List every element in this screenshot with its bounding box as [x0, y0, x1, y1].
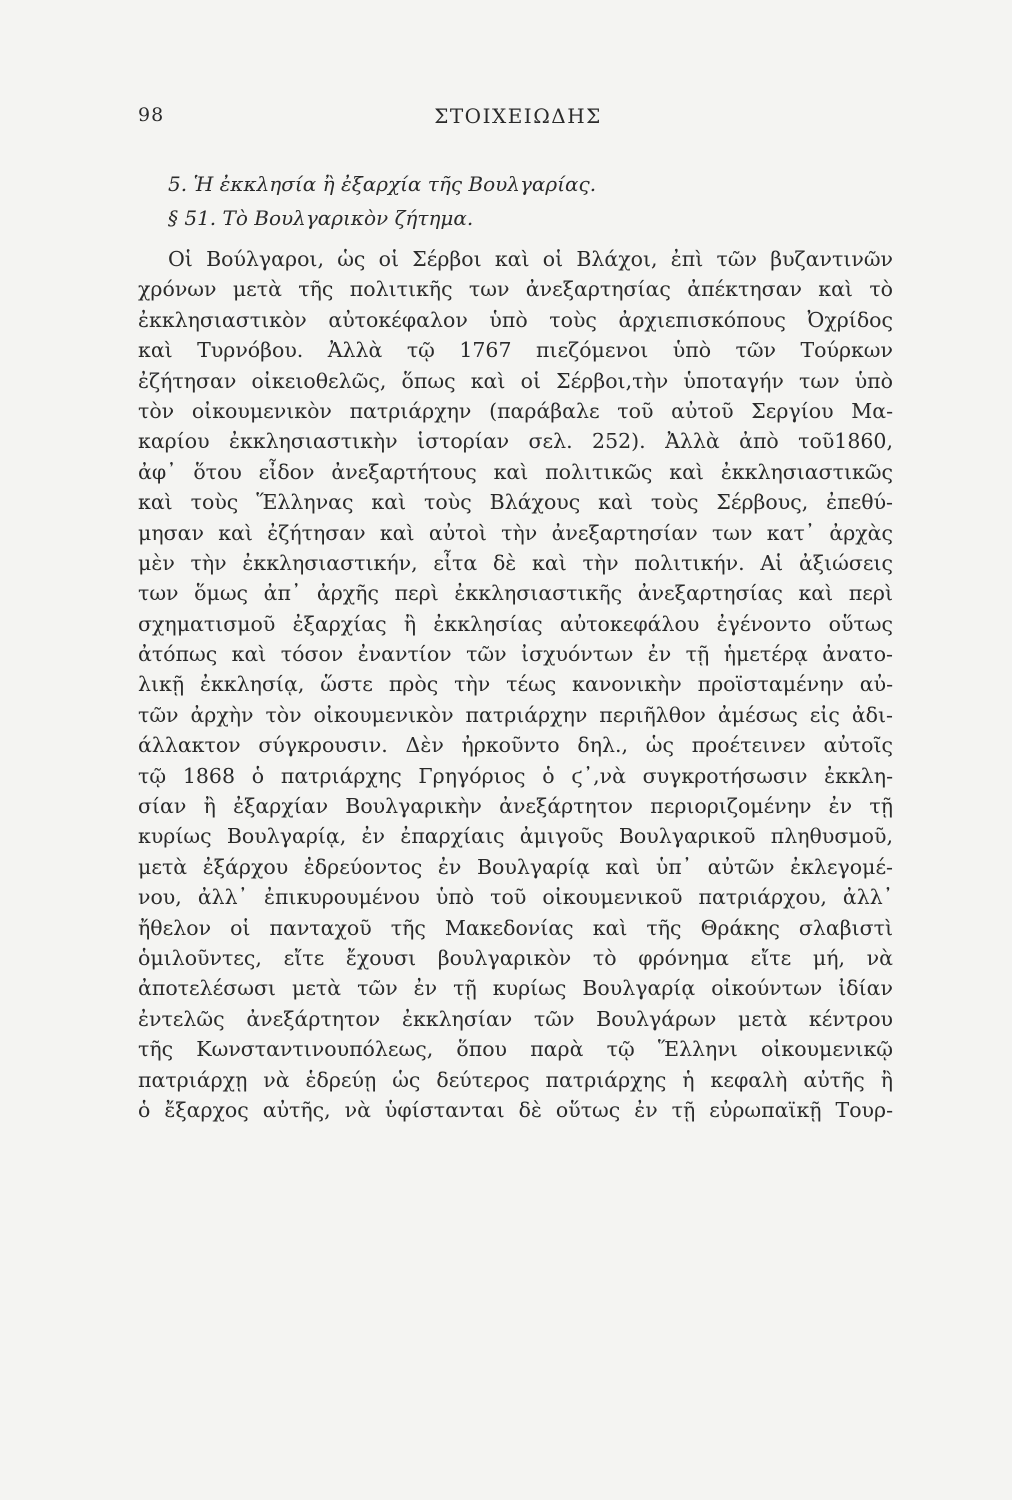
text-line: σίαν ἢ ἐξαρχίαν Βουλγαρικὴν ἀνεξάρτητον περιοριζομένην ἐν τῇ	[138, 794, 893, 819]
text-line: καὶ τοὺς Ἕλληνας καὶ τοὺς Βλάχους καὶ τοὺς Σέρβους, ἐπεθύ-	[138, 490, 893, 515]
body-text	[138, 244, 893, 1125]
subsection-heading: § 51. Τὸ Βουλγαρικὸν ζήτημα.	[168, 206, 474, 230]
text-line: ἐντελῶς ἀνεξάρτητον ἐκκλησίαν τῶν Βουλγάρων μετὰ κέντρου	[138, 1006, 893, 1031]
running-title: ΣΤΟΙΧΕΙΩΔΗΣ	[434, 104, 602, 128]
text-line: ἀφ᾽ ὅτου εἶδον ἀνεξαρτήτους καὶ πολιτικῶς καὶ ἐκκλησιαστικῶς	[138, 459, 893, 484]
text-line: χρόνων μετὰ τῆς πολιτικῆς των ἀνεξαρτησίας ἀπέκτησαν καὶ τὸ	[138, 277, 893, 302]
text-line: τῆς Κωνσταντινουπόλεως, ὅπου παρὰ τῷ Ἕλληνι οἰκουμενικῷ	[138, 1037, 893, 1062]
text-line: κυρίως Βουλγαρίᾳ, ἐν ἐπαρχίαις ἀμιγοῦς Βουλγαρικοῦ πληθυσμοῦ,	[138, 824, 893, 849]
text-line: ἐκκλησιαστικὸν αὐτοκέφαλον ὑπὸ τοὺς ἀρχιεπισκόπους Ὀχρίδος	[138, 307, 893, 332]
text-line: ἀποτελέσωσι μετὰ τῶν ἐν τῇ κυρίως Βουλγαρίᾳ οἰκούντων ἰδίαν	[138, 976, 893, 1001]
text-line: λικῇ ἐκκλησίᾳ, ὥστε πρὸς τὴν τέως κανονικὴν προϊσταμένην αὐ-	[138, 672, 893, 697]
page-number: 98	[138, 104, 165, 126]
text-line: μὲν τὴν ἐκκλησιαστικήν, εἶτα δὲ καὶ τὴν πολιτικήν. Αἱ ἀξιώσεις	[138, 550, 893, 575]
text-line: νου, ἀλλ᾽ ἐπικυρουμένου ὑπὸ τοῦ οἰκουμενικοῦ πατριάρχου, ἀλλ᾽	[138, 885, 893, 910]
text-line: τῶν ἀρχὴν τὸν οἰκουμενικὸν πατριάρχην περιῆλθον ἀμέσως εἰς ἀδι-	[138, 702, 893, 727]
text-line: των ὅμως ἀπ᾽ ἀρχῆς περὶ ἐκκλησιαστικῆς ἀνεξαρτησίας καὶ περὶ	[138, 581, 893, 606]
text-line: Οἱ Βούλγαροι, ὡς οἱ Σέρβοι καὶ οἱ Βλάχοι, ἐπὶ τῶν βυζαντινῶν	[168, 247, 893, 271]
text-line: άλλακτον σύγκρουσιν. Δὲν ἠρκοῦντο δηλ., ὡς προέτεινεν αὐτοῖς	[138, 733, 893, 758]
text-line: σχηματισμοῦ ἐξαρχίας ἢ ἐκκλησίας αὐτοκεφάλου ἐγένοντο οὕτως	[138, 611, 893, 636]
text-line: καὶ Τυρνόβου. Ἀλλὰ τῷ 1767 πιεζόμενοι ὑπὸ τῶν Τούρκων	[138, 338, 893, 363]
text-line: ὁ ἔξαρχος αὐτῆς, νὰ ὑφίστανται δὲ οὕτως ἐν τῇ εὐρωπαϊκῇ Τουρ-	[138, 1097, 893, 1122]
section-heading: 5. Ἡ ἐκκλησία ἢ ἐξαρχία τῆς Βουλγαρίας.	[168, 172, 597, 196]
text-line: πατριάρχῃ νὰ ἑδρεύῃ ὡς δεύτερος πατριάρχης ἡ κεφαλὴ αὐτῆς ἢ	[138, 1067, 893, 1092]
page-header	[138, 104, 898, 136]
text-line: ἀτόπως καὶ τόσον ἐναντίον τῶν ἰσχυόντων ἐν τῇ ἡμετέρᾳ ἀνατο-	[138, 642, 893, 667]
text-line: καρίου ἐκκλησιαστικὴν ἱστορίαν σελ. 252). Ἀλλὰ ἀπὸ τοῦ1860,	[138, 429, 893, 454]
text-line: ἐζήτησαν οἰκειοθελῶς, ὅπως καὶ οἱ Σέρβοι,τὴν ὑποταγήν των ὑπὸ	[138, 368, 893, 393]
text-line: τῷ 1868 ὁ πατριάρχης Γρηγόριος ὁ ϛ᾽,νὰ συγκροτήσωσιν ἐκκλη-	[138, 763, 893, 788]
text-line: τὸν οἰκουμενικὸν πατριάρχην (παράβαλε τοῦ αὐτοῦ Σεργίου Μα-	[138, 398, 893, 423]
text-line: ἤθελον οἱ πανταχοῦ τῆς Μακεδονίας καὶ τῆς Θράκης σλαβιστὶ	[138, 915, 893, 940]
text-line: μησαν καὶ ἐζήτησαν καὶ αὐτοὶ τὴν ἀνεξαρτησίαν των κατ᾽ ἀρχὰς	[138, 520, 893, 545]
text-line: μετὰ ἐξάρχου ἐδρεύοντος ἐν Βουλγαρίᾳ καὶ ὑπ᾽ αὐτῶν ἐκλεγομέ-	[138, 854, 893, 879]
text-line: ὁμιλοῦντες, εἴτε ἔχουσι βουλγαρικὸν τὸ φρόνημα εἴτε μή, νὰ	[138, 945, 893, 970]
